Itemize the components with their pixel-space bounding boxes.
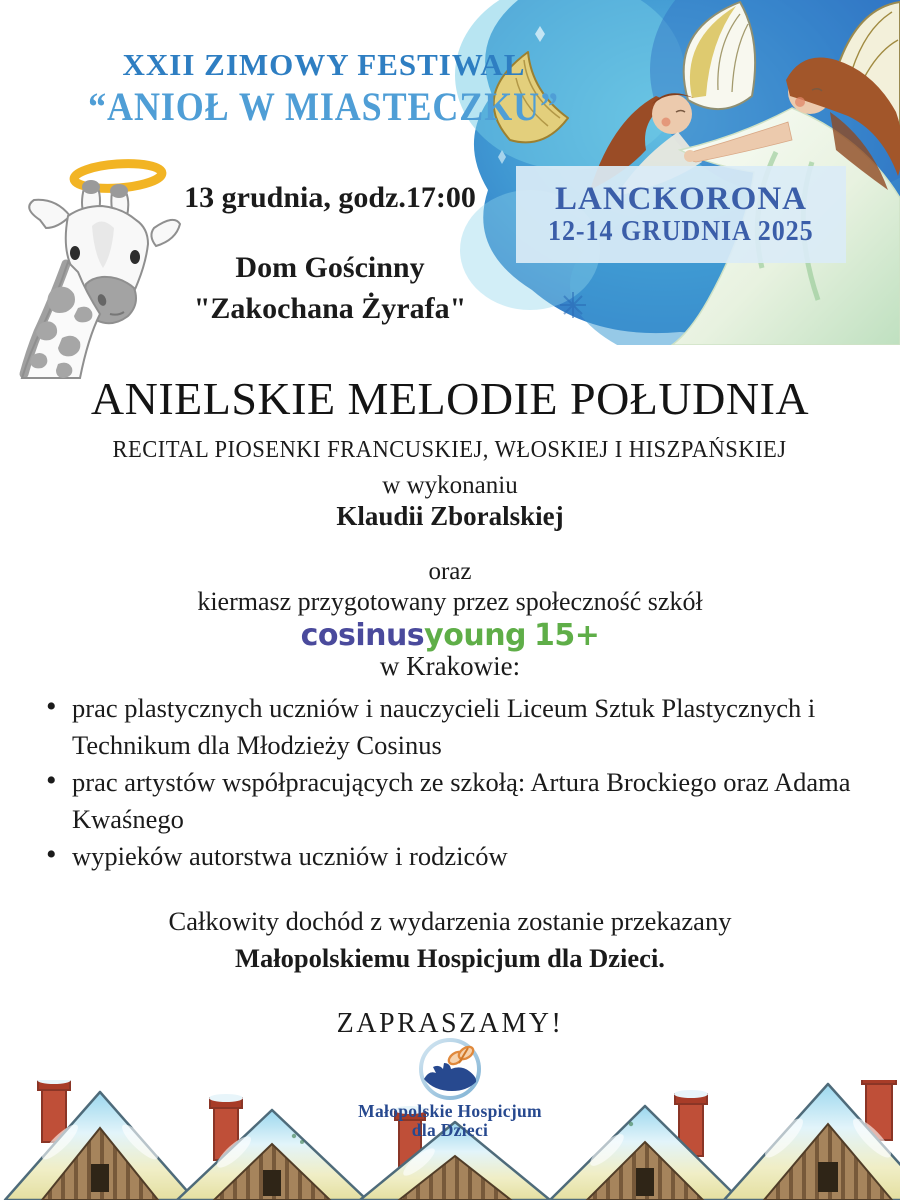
donation-line1: Całkowity dochód z wydarzenia zostanie przekazany	[168, 906, 732, 936]
location-badge	[516, 166, 846, 263]
hospice-name	[0, 1102, 900, 1140]
house	[5, 1080, 195, 1200]
hospice-name-line1: Małopolskie Hospicjum	[358, 1101, 542, 1121]
house	[724, 1080, 900, 1200]
performer-name: Klaudii Zboralskiej	[336, 501, 564, 531]
badge-location: LANCKORONA	[554, 180, 807, 217]
conjunction-text: oraz	[428, 558, 472, 585]
event-venue	[140, 247, 520, 329]
festival-title-line1: XXII ZIMOWY FESTIWAL	[122, 47, 526, 82]
festival-title-line2: “ANIOŁ W MIASTECZKU”	[88, 84, 560, 130]
event-datetime: 13 grudnia, godz.17:00	[184, 181, 476, 214]
fair-items-list	[38, 690, 874, 875]
list-item: • wypieków autorstwa uczniów i rodziców	[38, 838, 874, 875]
cosinus-young-logo	[0, 618, 900, 653]
badge-dates: 12-14 GRUDNIA 2025	[548, 215, 814, 247]
fair-intro: kiermasz przygotowany przez społeczność szkół	[197, 587, 703, 616]
list-item: • prac plastycznych uczniów i nauczycieli Liceum Sztuk Plastycznych i Technikum dla Młodzieży Cosinus	[38, 690, 874, 764]
hospice-logo	[414, 1035, 486, 1107]
city-label: w Krakowie:	[379, 651, 521, 681]
cosinus-logo-part1: cosinus	[300, 618, 425, 653]
cosinus-logo-part3: 15+	[534, 618, 600, 653]
closing-text: ZAPRASZAMY!	[336, 1008, 564, 1039]
festival-heading	[28, 48, 620, 129]
performed-by-label: w wykonaniu	[382, 472, 518, 499]
cosinus-logo-part2: young	[424, 618, 527, 653]
recital-title: ANIELSKIE MELODIE POŁUDNIA	[90, 373, 810, 424]
recital-subtitle: RECITAL PIOSENKI FRANCUSKIEJ, WŁOSKIEJ I HISZPAŃSKIEJ	[112, 437, 788, 463]
venue-subname: "Zakochana Żyrafa"	[193, 292, 467, 325]
donation-note	[0, 903, 900, 977]
list-item: • prac artystów współpracujących ze szkołą: Artura Brockiego oraz Adama Kwaśnego	[38, 764, 874, 838]
donation-line2: Małopolskiemu Hospicjum dla Dzieci.	[235, 943, 665, 973]
hospice-name-line2: dla Dzieci	[411, 1120, 489, 1140]
venue-name: Dom Gościnny	[235, 251, 425, 284]
